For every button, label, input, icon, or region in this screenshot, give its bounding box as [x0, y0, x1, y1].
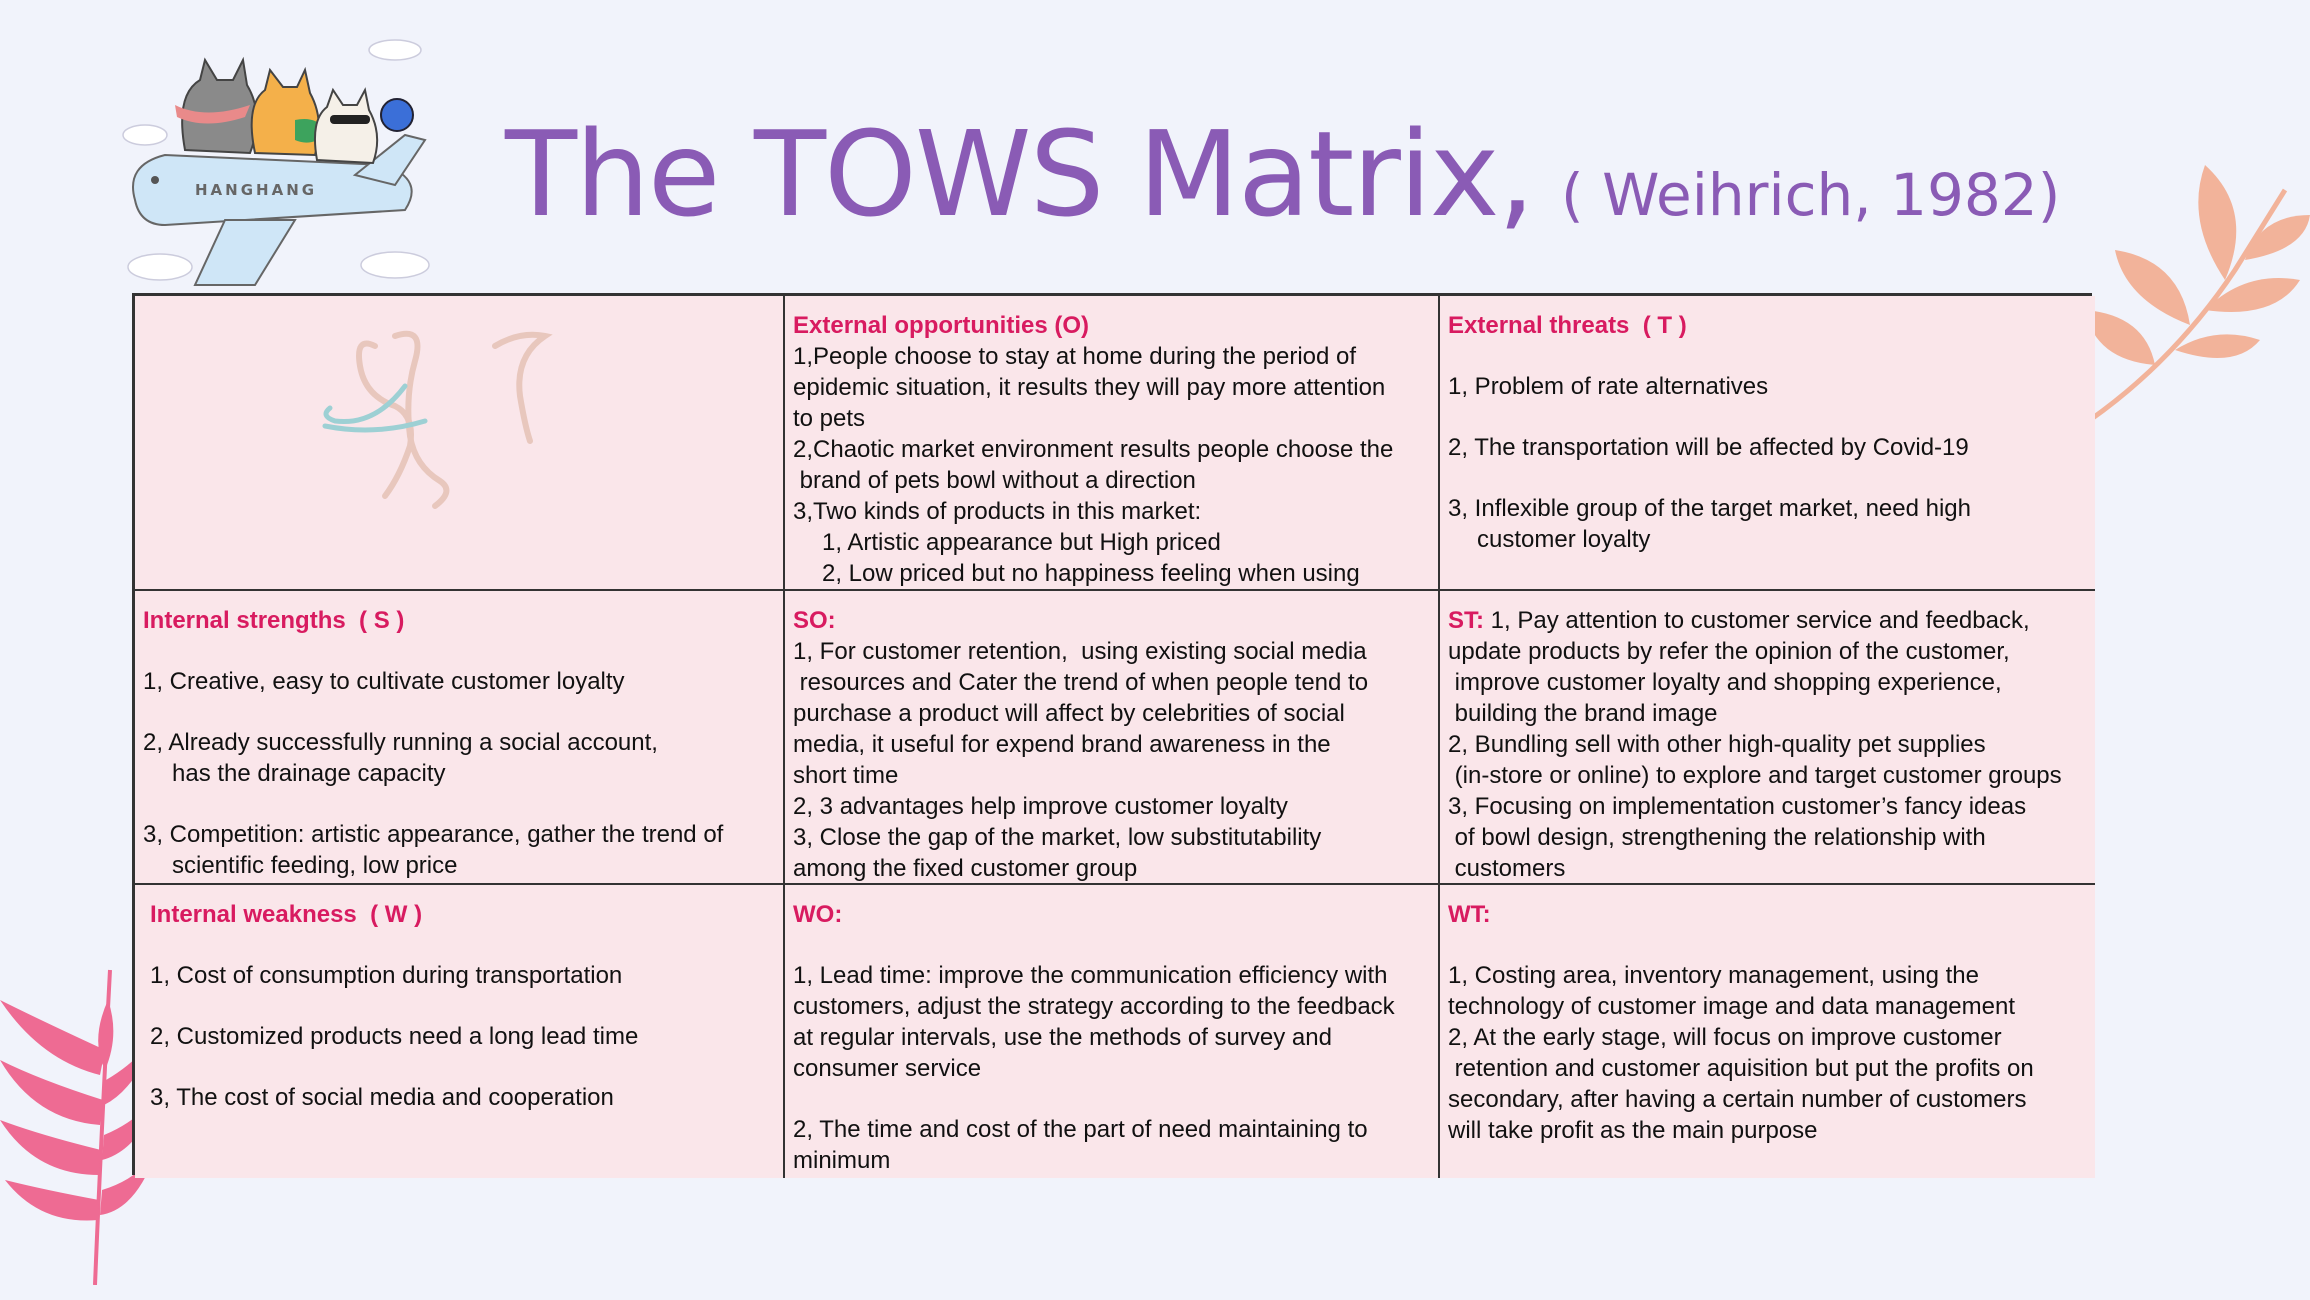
opportunities-line: 2,Chaotic market environment results people choose the	[793, 436, 1394, 463]
threats-line: customer loyalty	[1477, 526, 1651, 553]
strengths-cell	[135, 591, 785, 885]
strengths-line: 2, Already successfully running a social account,	[143, 729, 658, 756]
opportunities-heading: External opportunities (O)	[793, 312, 1090, 339]
title-citation: ( Weihrich, 1982)	[1561, 161, 2061, 229]
wt-line: will take profit as the main purpose	[1448, 1117, 1818, 1144]
wt-line: 2, At the early stage, will focus on improve customer	[1448, 1024, 2002, 1051]
opportunities-line: to pets	[793, 405, 866, 432]
st-line: improve customer loyalty and shopping experience,	[1448, 669, 2002, 696]
wo-heading: WO:	[793, 901, 843, 928]
wo-line: 2, The time and cost of the part of need maintaining to	[793, 1116, 1368, 1143]
st-line: 3, Focusing on implementation customer’s fancy ideas	[1448, 793, 2027, 820]
strengths-line: scientific feeding, low price	[172, 852, 458, 879]
wt-line: secondary, after having a certain number of customers	[1448, 1086, 2027, 1113]
strengths-line: has the drainage capacity	[172, 760, 446, 787]
slide-title	[505, 105, 2060, 243]
tows-matrix-table	[132, 293, 2092, 1175]
st-line: customers	[1448, 855, 1566, 882]
wo-line: minimum	[793, 1147, 891, 1174]
st-line: building the brand image	[1448, 700, 1718, 727]
st-cell	[1440, 591, 2095, 885]
so-line: 1, For customer retention, using existing social media	[793, 638, 1367, 665]
wo-line: consumer service	[793, 1055, 982, 1082]
threats-line: 3, Inflexible group of the target market, need high	[1448, 495, 1971, 522]
opportunities-line: epidemic situation, it results they will pay more attention	[793, 374, 1386, 401]
wo-line: at regular intervals, use the methods of survey and	[793, 1024, 1332, 1051]
so-line: media, it useful for expend brand awareness in the	[793, 731, 1331, 758]
cats-on-plane-illustration	[105, 35, 465, 295]
threats-line: 2, The transportation will be affected by Covid-19	[1448, 434, 1969, 461]
weakness-line: 2, Customized products need a long lead time	[150, 1023, 639, 1050]
opportunities-line: 3,Two kinds of products in this market:	[793, 498, 1202, 525]
st-line: of bowl design, strengthening the relationship with	[1448, 824, 1986, 851]
so-heading: SO:	[793, 607, 836, 634]
threats-line: 1, Problem of rate alternatives	[1448, 373, 1769, 400]
wt-line: technology of customer image and data management	[1448, 993, 2016, 1020]
handwritten-logo-mark	[315, 316, 575, 516]
wo-cell	[785, 885, 1440, 1178]
wt-heading: WT:	[1448, 901, 1491, 928]
so-line: 2, 3 advantages help improve customer loyalty	[793, 793, 1288, 820]
strengths-line: 1, Creative, easy to cultivate customer loyalty	[143, 668, 625, 695]
opportunities-cell	[785, 296, 1440, 591]
so-cell	[785, 591, 1440, 885]
wt-cell	[1440, 885, 2095, 1178]
so-line: purchase a product will affect by celebrities of social	[793, 700, 1345, 727]
opportunities-line: 1, Artistic appearance but High priced	[822, 529, 1221, 556]
wt-line: retention and customer aquisition but put the profits on	[1448, 1055, 2034, 1082]
st-line: 2, Bundling sell with other high-quality pet supplies	[1448, 731, 1986, 758]
so-line: resources and Cater the trend of when people tend to	[793, 669, 1369, 696]
st-line: 1, Pay attention to customer service and feedback,	[1484, 607, 2030, 634]
wt-line: 1, Costing area, inventory management, using the	[1448, 962, 1979, 989]
st-line: update products by refer the opinion of the customer,	[1448, 638, 2010, 665]
weakness-heading: Internal weakness ( W )	[150, 901, 423, 928]
opportunities-line: brand of pets bowl without a direction	[793, 467, 1196, 494]
strengths-line: 3, Competition: artistic appearance, gather the trend of	[143, 821, 724, 848]
wo-line: customers, adjust the strategy according to the feedback	[793, 993, 1395, 1020]
title-main: The TOWS Matrix,	[505, 105, 1534, 243]
weakness-line: 1, Cost of consumption during transportation	[150, 962, 623, 989]
st-heading: ST:	[1448, 607, 1484, 634]
plane-lettering: HANGHANG	[195, 181, 318, 199]
st-line: (in-store or online) to explore and target customer groups	[1448, 762, 2062, 789]
weakness-cell	[135, 885, 785, 1178]
wo-line: 1, Lead time: improve the communication efficiency with	[793, 962, 1388, 989]
so-line: among the fixed customer group	[793, 855, 1138, 882]
threats-heading: External threats ( T )	[1448, 312, 1687, 339]
so-line: short time	[793, 762, 899, 789]
strengths-heading: Internal strengths ( S )	[143, 607, 405, 634]
threats-cell	[1440, 296, 2095, 591]
so-line: 3, Close the gap of the market, low substitutability	[793, 824, 1322, 851]
weakness-line: 3, The cost of social media and cooperation	[150, 1084, 614, 1111]
orange-leaf-branch-icon	[2085, 160, 2310, 430]
opportunities-line: 1,People choose to stay at home during the period of	[793, 343, 1357, 370]
opportunities-line: 2, Low priced but no happiness feeling when using	[822, 560, 1360, 587]
corner-cell	[135, 296, 785, 591]
